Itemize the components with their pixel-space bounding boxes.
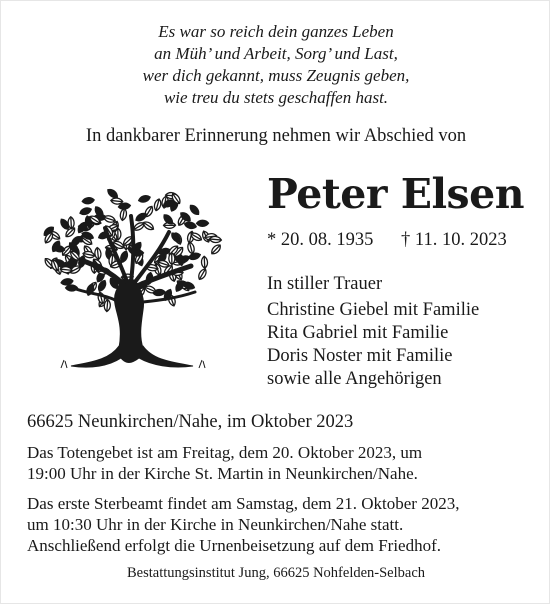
paragraph-line: 19:00 Uhr in der Kirche St. Martin in Neunkirchen/Nahe.	[27, 464, 418, 483]
leaf	[184, 221, 197, 230]
place-and-date: 66625 Neunkirchen/Nahe, im Oktober 2023	[27, 412, 354, 432]
mourner-line: Doris Noster mit Familie	[267, 346, 453, 366]
leaf	[188, 203, 200, 216]
leaf	[210, 243, 223, 256]
leaf	[106, 187, 119, 199]
mourner-line: Christine Giebel mit Familie	[267, 300, 480, 320]
paragraph-line: Anschließend erfolgt die Urnenbeisetzung auf dem Friedhof.	[27, 536, 442, 555]
mourner-line: Rita Gabriel mit Familie	[267, 323, 449, 343]
poem-line: wer dich gekannt, muss Zeugnis geben,	[142, 66, 410, 85]
leaf	[196, 220, 208, 226]
deceased-name: Peter Elsen	[267, 170, 525, 218]
requiem-info	[27, 493, 527, 556]
poem-line: wie treu du stets geschaffen hast.	[163, 88, 389, 107]
mourners-heading: In stiller Trauer	[267, 274, 383, 294]
leaf	[187, 241, 196, 254]
poem	[1, 21, 550, 109]
prayer-info	[27, 442, 527, 484]
life-dates	[267, 229, 517, 251]
intro-text: In dankbarer Erinnerung nehmen wir Abschied von	[85, 126, 467, 146]
paragraph-line: Das Totengebet ist am Freitag, dem 20. Oktober 2023, um	[27, 443, 423, 462]
birth-date: * 20. 08. 1935	[267, 230, 374, 250]
poem-line: Es war so reich dein ganzes Leben	[158, 22, 394, 41]
leaf	[169, 253, 175, 265]
mourner-line: sowie alle Angehörigen	[267, 369, 442, 389]
leaf	[94, 247, 101, 260]
leaf	[119, 208, 127, 221]
leaf	[82, 197, 95, 204]
leaf	[79, 206, 92, 216]
leaf	[201, 256, 208, 268]
leaf	[209, 236, 221, 243]
leaf	[142, 220, 155, 232]
leaf	[188, 252, 201, 261]
death-date: † 11. 10. 2023	[401, 230, 507, 250]
paragraph-line: um 10:30 Uhr in der Kirche in Neunkirchen/Nahe statt.	[27, 515, 404, 534]
mourners-list	[267, 273, 479, 391]
paragraph-line: Das erste Sterbeamt findet am Samstag, dem 21. Oktober 2023,	[27, 494, 460, 513]
leaf	[138, 194, 151, 203]
leaf	[197, 268, 208, 281]
funeral-home: Bestattungsinstitut Jung, 66625 Nohfelden-Selbach	[126, 565, 426, 581]
leaf	[153, 198, 162, 211]
poem-line: an Müh’ und Arbeit, Sorg’ und Last,	[154, 44, 398, 63]
tree-icon	[31, 176, 231, 376]
